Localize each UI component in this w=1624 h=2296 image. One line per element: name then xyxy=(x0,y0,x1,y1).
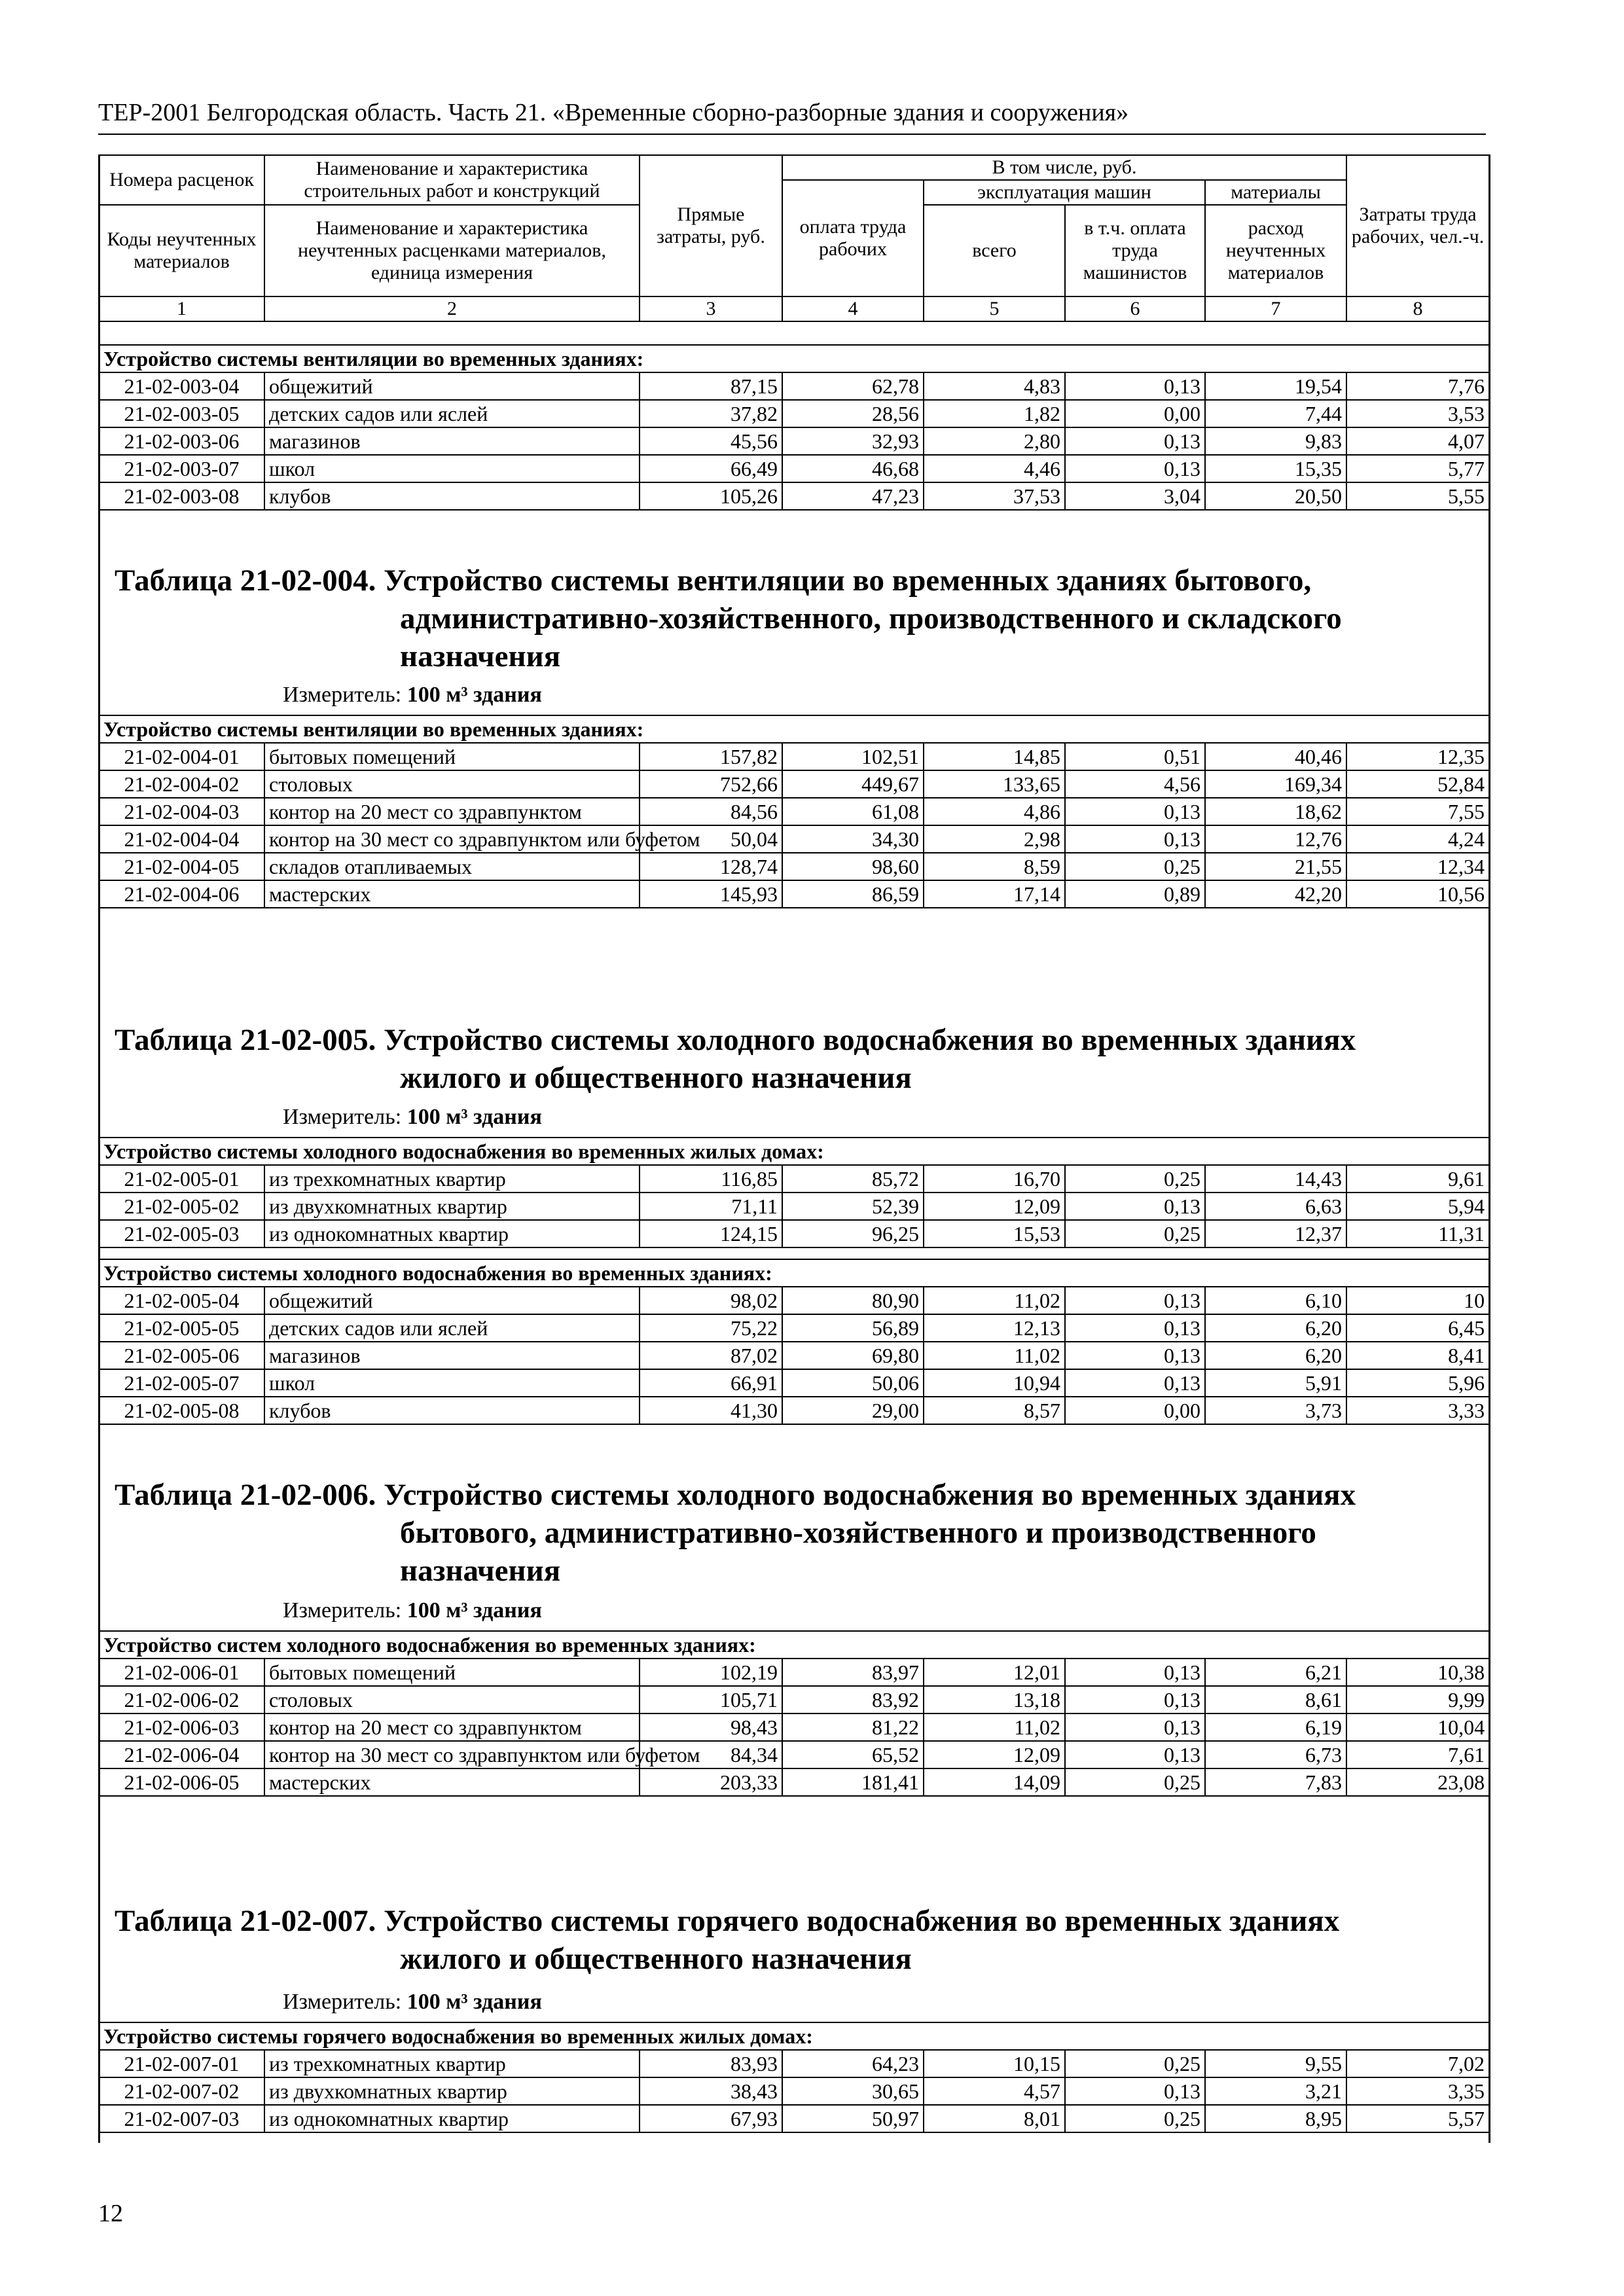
labor-pay: 52,39 xyxy=(782,1193,924,1220)
direct-costs: 84,56 xyxy=(640,798,782,825)
machinist-pay: 0,13 xyxy=(1065,1713,1205,1741)
section-row xyxy=(99,2022,1489,2050)
labor-hours: 5,77 xyxy=(1346,455,1489,482)
labor-pay: 69,80 xyxy=(782,1342,924,1369)
machinist-pay: 0,25 xyxy=(1065,1165,1205,1193)
rate-code: 21-02-004-02 xyxy=(99,770,264,798)
machines-total: 10,94 xyxy=(924,1369,1065,1397)
direct-costs: 37,82 xyxy=(640,400,782,427)
measure-005: Измеритель: 100 м³ здания xyxy=(283,1105,542,1129)
work-name: контор на 20 мест со здравпунктом xyxy=(264,798,640,825)
table-row xyxy=(99,1686,1489,1713)
labor-hours: 5,57 xyxy=(1346,2105,1489,2132)
rows-t005-2 xyxy=(99,1259,1489,1424)
direct-costs: 105,26 xyxy=(640,482,782,510)
index-cell: 2 xyxy=(264,296,640,321)
materials: 19,54 xyxy=(1205,372,1346,400)
work-name: столовых xyxy=(264,770,640,798)
rate-code: 21-02-004-01 xyxy=(99,743,264,770)
labor-pay: 81,22 xyxy=(782,1713,924,1741)
labor-hours: 9,61 xyxy=(1346,1165,1489,1193)
direct-costs: 45,56 xyxy=(640,427,782,455)
labor-hours: 10,04 xyxy=(1346,1713,1489,1741)
materials: 8,95 xyxy=(1205,2105,1346,2132)
labor-hours: 7,76 xyxy=(1346,372,1489,400)
materials: 6,63 xyxy=(1205,1193,1346,1220)
labor-pay: 102,51 xyxy=(782,743,924,770)
labor-pay: 50,06 xyxy=(782,1369,924,1397)
work-name: мастерских xyxy=(264,880,640,908)
materials: 42,20 xyxy=(1205,880,1346,908)
direct-costs: 203,33 xyxy=(640,1768,782,1796)
machinist-pay: 0,13 xyxy=(1065,825,1205,853)
labor-pay: 56,89 xyxy=(782,1314,924,1342)
rate-code: 21-02-007-02 xyxy=(99,2077,264,2105)
table-title-005: Таблица 21-02-005. Устройство системы холодного водоснабжения во временных зданиях жилого и общественного назначения xyxy=(115,1023,1356,1095)
materials: 12,37 xyxy=(1205,1220,1346,1247)
work-name: из трехкомнатных квартир xyxy=(264,2050,640,2077)
machinist-pay: 0,25 xyxy=(1065,1220,1205,1247)
table-row xyxy=(99,1165,1489,1193)
labor-pay: 83,92 xyxy=(782,1686,924,1713)
section-row xyxy=(99,1631,1489,1659)
work-name: столовых xyxy=(264,1686,640,1713)
header-machines-total: всего xyxy=(924,205,1065,296)
rows-t007 xyxy=(99,2022,1489,2132)
direct-costs: 124,15 xyxy=(640,1220,782,1247)
rate-code: 21-02-005-06 xyxy=(99,1342,264,1369)
materials: 7,83 xyxy=(1205,1768,1346,1796)
materials: 6,10 xyxy=(1205,1287,1346,1314)
section-heading: Устройство систем холодного водоснабжения во временных зданиях: xyxy=(99,1631,1489,1659)
work-name: контор на 30 мест со здравпунктом или буфетом xyxy=(264,1741,640,1768)
labor-hours: 4,24 xyxy=(1346,825,1489,853)
table-row xyxy=(99,1220,1489,1247)
work-name: клубов xyxy=(264,1397,640,1424)
machines-total: 17,14 xyxy=(924,880,1065,908)
work-name: контор на 30 мест со здравпунктом или буфетом xyxy=(264,825,640,853)
machines-total: 8,59 xyxy=(924,853,1065,880)
rate-code: 21-02-003-04 xyxy=(99,372,264,400)
index-cell: 5 xyxy=(924,296,1065,321)
table-row xyxy=(99,1397,1489,1424)
table-row xyxy=(99,2105,1489,2132)
materials: 169,34 xyxy=(1205,770,1346,798)
machinist-pay: 0,13 xyxy=(1065,1741,1205,1768)
machinist-pay: 0,89 xyxy=(1065,880,1205,908)
labor-hours: 3,35 xyxy=(1346,2077,1489,2105)
labor-pay: 65,52 xyxy=(782,1741,924,1768)
table-row xyxy=(99,1314,1489,1342)
machinist-pay: 4,56 xyxy=(1065,770,1205,798)
labor-hours: 11,31 xyxy=(1346,1220,1489,1247)
machines-total: 14,09 xyxy=(924,1768,1065,1796)
rate-code: 21-02-005-07 xyxy=(99,1369,264,1397)
machines-total: 16,70 xyxy=(924,1165,1065,1193)
rate-code: 21-02-007-03 xyxy=(99,2105,264,2132)
direct-costs: 98,43 xyxy=(640,1713,782,1741)
rate-code: 21-02-006-03 xyxy=(99,1713,264,1741)
labor-hours: 7,61 xyxy=(1346,1741,1489,1768)
rate-code: 21-02-005-03 xyxy=(99,1220,264,1247)
section-row xyxy=(99,1259,1489,1287)
machines-total: 11,02 xyxy=(924,1713,1065,1741)
measure-007: Измеритель: 100 м³ здания xyxy=(283,1990,542,2014)
labor-pay: 64,23 xyxy=(782,2050,924,2077)
materials: 3,21 xyxy=(1205,2077,1346,2105)
rates-table-004 xyxy=(98,715,1490,908)
rate-code: 21-02-006-01 xyxy=(99,1659,264,1686)
direct-costs: 145,93 xyxy=(640,880,782,908)
labor-hours: 23,08 xyxy=(1346,1768,1489,1796)
rate-code: 21-02-005-01 xyxy=(99,1165,264,1193)
machinist-pay: 0,25 xyxy=(1065,853,1205,880)
rate-code: 21-02-004-04 xyxy=(99,825,264,853)
direct-costs: 75,22 xyxy=(640,1314,782,1342)
labor-hours: 8,41 xyxy=(1346,1342,1489,1369)
work-name: общежитий xyxy=(264,372,640,400)
rate-code: 21-02-004-06 xyxy=(99,880,264,908)
machines-total: 11,02 xyxy=(924,1342,1065,1369)
labor-hours: 12,34 xyxy=(1346,853,1489,880)
machines-total: 2,98 xyxy=(924,825,1065,853)
work-name: общежитий xyxy=(264,1287,640,1314)
machinist-pay: 0,00 xyxy=(1065,1397,1205,1424)
labor-hours: 5,55 xyxy=(1346,482,1489,510)
index-cell: 8 xyxy=(1346,296,1489,321)
machines-total: 14,85 xyxy=(924,743,1065,770)
machines-total: 15,53 xyxy=(924,1220,1065,1247)
labor-pay: 50,97 xyxy=(782,2105,924,2132)
section-row xyxy=(99,1138,1489,1165)
labor-hours: 4,07 xyxy=(1346,427,1489,455)
machinist-pay: 0,13 xyxy=(1065,1193,1205,1220)
rate-code: 21-02-003-06 xyxy=(99,427,264,455)
rate-code: 21-02-005-05 xyxy=(99,1314,264,1342)
machines-total: 4,46 xyxy=(924,455,1065,482)
index-cell: 7 xyxy=(1205,296,1346,321)
labor-pay: 61,08 xyxy=(782,798,924,825)
machinist-pay: 0,13 xyxy=(1065,372,1205,400)
machines-total: 8,01 xyxy=(924,2105,1065,2132)
machinist-pay: 0,13 xyxy=(1065,798,1205,825)
labor-pay: 96,25 xyxy=(782,1220,924,1247)
labor-pay: 46,68 xyxy=(782,455,924,482)
labor-hours: 10,38 xyxy=(1346,1659,1489,1686)
index-cell: 1 xyxy=(99,296,264,321)
direct-costs: 102,19 xyxy=(640,1659,782,1686)
machines-total: 12,09 xyxy=(924,1193,1065,1220)
header-name2: Наименование и характеристика неучтенных расценками материалов, единица измерения xyxy=(264,205,640,296)
labor-pay: 29,00 xyxy=(782,1397,924,1424)
rows-t004 xyxy=(99,715,1489,908)
table-row xyxy=(99,2050,1489,2077)
header-name: Наименование и характеристика строительных работ и конструкций xyxy=(264,155,640,205)
table-row xyxy=(99,825,1489,853)
direct-costs: 71,11 xyxy=(640,1193,782,1220)
rate-code: 21-02-006-04 xyxy=(99,1741,264,1768)
work-name: магазинов xyxy=(264,427,640,455)
section-row xyxy=(99,345,1489,372)
materials: 3,73 xyxy=(1205,1397,1346,1424)
index-cell: 4 xyxy=(782,296,924,321)
header-numbers: Номера расценок xyxy=(99,155,264,205)
machines-total: 12,09 xyxy=(924,1741,1065,1768)
rate-code: 21-02-005-08 xyxy=(99,1397,264,1424)
table-row xyxy=(99,880,1489,908)
machinist-pay: 0,13 xyxy=(1065,2077,1205,2105)
direct-costs: 87,02 xyxy=(640,1342,782,1369)
rates-table-003 xyxy=(98,344,1490,511)
table-title-007: Таблица 21-02-007. Устройство системы горячего водоснабжения во временных зданиях жилого и общественного назначения xyxy=(115,1904,1340,1976)
labor-hours: 12,35 xyxy=(1346,743,1489,770)
rate-code: 21-02-005-04 xyxy=(99,1287,264,1314)
machinist-pay: 0,25 xyxy=(1065,2105,1205,2132)
machinist-pay: 0,25 xyxy=(1065,1768,1205,1796)
machinist-pay: 0,13 xyxy=(1065,1314,1205,1342)
direct-costs: 38,43 xyxy=(640,2077,782,2105)
machinist-pay: 0,13 xyxy=(1065,427,1205,455)
machines-total: 4,83 xyxy=(924,372,1065,400)
materials: 6,20 xyxy=(1205,1314,1346,1342)
table-row xyxy=(99,1713,1489,1741)
direct-costs: 66,91 xyxy=(640,1369,782,1397)
table-row xyxy=(99,770,1489,798)
header-unaccounted-materials: расход неучтенных материалов xyxy=(1205,205,1346,296)
materials: 12,76 xyxy=(1205,825,1346,853)
machinist-pay: 0,13 xyxy=(1065,1287,1205,1314)
labor-pay: 47,23 xyxy=(782,482,924,510)
machines-total: 11,02 xyxy=(924,1287,1065,1314)
section-heading: Устройство системы холодного водоснабжения во временных жилых домах: xyxy=(99,1138,1489,1165)
section-heading: Устройство системы холодного водоснабжения во временных зданиях: xyxy=(99,1259,1489,1287)
table-row xyxy=(99,1659,1489,1686)
labor-pay: 85,72 xyxy=(782,1165,924,1193)
section-heading: Устройство системы вентиляции во временных зданиях: xyxy=(99,715,1489,743)
index-cell: 3 xyxy=(640,296,782,321)
header-labor-costs: Затраты труда рабочих, чел.-ч. xyxy=(1346,155,1489,296)
rate-code: 21-02-005-02 xyxy=(99,1193,264,1220)
machines-total: 10,15 xyxy=(924,2050,1065,2077)
rates-table-005-a xyxy=(98,1137,1490,1248)
table-row xyxy=(99,853,1489,880)
section-row xyxy=(99,715,1489,743)
table-row xyxy=(99,372,1489,400)
rates-table-007 xyxy=(98,2022,1490,2133)
header-materials: материалы xyxy=(1205,180,1346,205)
labor-pay: 181,41 xyxy=(782,1768,924,1796)
labor-hours: 10,56 xyxy=(1346,880,1489,908)
labor-pay: 80,90 xyxy=(782,1287,924,1314)
rate-code: 21-02-006-05 xyxy=(99,1768,264,1796)
machinist-pay: 3,04 xyxy=(1065,482,1205,510)
table-title-004: Таблица 21-02-004. Устройство системы вентиляции во временных зданиях бытового, административно-хозяйственного, производственного и складского назначения xyxy=(115,564,1342,673)
materials: 14,43 xyxy=(1205,1165,1346,1193)
rates-table-005-b xyxy=(98,1259,1490,1425)
section-heading: Устройство системы горячего водоснабжения во временных жилых домах: xyxy=(99,2022,1489,2050)
table-row xyxy=(99,1768,1489,1796)
machinist-pay: 0,51 xyxy=(1065,743,1205,770)
work-name: из трехкомнатных квартир xyxy=(264,1165,640,1193)
labor-hours: 6,45 xyxy=(1346,1314,1489,1342)
table-row xyxy=(99,2077,1489,2105)
header-machines: эксплуатация машин xyxy=(924,180,1205,205)
work-name: клубов xyxy=(264,482,640,510)
machines-total: 1,82 xyxy=(924,400,1065,427)
direct-costs: 157,82 xyxy=(640,743,782,770)
direct-costs: 41,30 xyxy=(640,1397,782,1424)
materials: 6,20 xyxy=(1205,1342,1346,1369)
rate-code: 21-02-006-02 xyxy=(99,1686,264,1713)
labor-hours: 52,84 xyxy=(1346,770,1489,798)
work-name: детских садов или яслей xyxy=(264,400,640,427)
header-codes: Коды неучтенных материалов xyxy=(99,205,264,296)
machines-total: 4,57 xyxy=(924,2077,1065,2105)
direct-costs: 67,93 xyxy=(640,2105,782,2132)
header-direct-costs: Прямые затраты, руб. xyxy=(640,155,782,296)
direct-costs: 66,49 xyxy=(640,455,782,482)
table-row xyxy=(99,1193,1489,1220)
page-header: ТЕР-2001 Белгородская область. Часть 21. «Временные сборно-разборные здания и сооружения» xyxy=(98,98,1486,135)
table-row xyxy=(99,798,1489,825)
materials: 8,61 xyxy=(1205,1686,1346,1713)
machines-total: 37,53 xyxy=(924,482,1065,510)
table-row xyxy=(99,1741,1489,1768)
machines-total: 13,18 xyxy=(924,1686,1065,1713)
machinist-pay: 0,13 xyxy=(1065,1369,1205,1397)
materials: 7,44 xyxy=(1205,400,1346,427)
index-cell: 6 xyxy=(1065,296,1205,321)
labor-pay: 32,93 xyxy=(782,427,924,455)
table-row xyxy=(99,482,1489,510)
labor-pay: 28,56 xyxy=(782,400,924,427)
work-name: из двухкомнатных квартир xyxy=(264,1193,640,1220)
table-title-006: Таблица 21-02-006. Устройство системы холодного водоснабжения во временных зданиях бытового, административно-хозяйственного и производственного назначения xyxy=(115,1478,1356,1588)
machines-total: 8,57 xyxy=(924,1397,1065,1424)
table-row xyxy=(99,455,1489,482)
rate-code: 21-02-004-05 xyxy=(99,853,264,880)
rates-table-006 xyxy=(98,1630,1490,1797)
direct-costs: 98,02 xyxy=(640,1287,782,1314)
rate-code: 21-02-003-07 xyxy=(99,455,264,482)
machines-total: 2,80 xyxy=(924,427,1065,455)
labor-hours: 7,55 xyxy=(1346,798,1489,825)
labor-hours: 5,94 xyxy=(1346,1193,1489,1220)
machinist-pay: 0,25 xyxy=(1065,2050,1205,2077)
rows-t005-1 xyxy=(99,1138,1489,1247)
labor-pay: 83,97 xyxy=(782,1659,924,1686)
rows-t006 xyxy=(99,1631,1489,1796)
machines-total: 12,01 xyxy=(924,1659,1065,1686)
rate-code: 21-02-003-08 xyxy=(99,482,264,510)
rows-block1 xyxy=(99,345,1489,510)
machinist-pay: 0,00 xyxy=(1065,400,1205,427)
table-row xyxy=(99,743,1489,770)
rate-code: 21-02-007-01 xyxy=(99,2050,264,2077)
direct-costs: 83,93 xyxy=(640,2050,782,2077)
direct-costs: 84,34 xyxy=(640,1741,782,1768)
labor-pay: 86,59 xyxy=(782,880,924,908)
labor-pay: 30,65 xyxy=(782,2077,924,2105)
work-name: школ xyxy=(264,1369,640,1397)
work-name: из однокомнатных квартир xyxy=(264,2105,640,2132)
machines-total: 4,86 xyxy=(924,798,1065,825)
work-name: магазинов xyxy=(264,1342,640,1369)
labor-pay: 449,67 xyxy=(782,770,924,798)
labor-hours: 3,33 xyxy=(1346,1397,1489,1424)
materials: 9,83 xyxy=(1205,427,1346,455)
table-row xyxy=(99,1369,1489,1397)
materials: 9,55 xyxy=(1205,2050,1346,2077)
table-row xyxy=(99,427,1489,455)
work-name: контор на 20 мест со здравпунктом xyxy=(264,1713,640,1741)
table-row xyxy=(99,1287,1489,1314)
measure-006: Измеритель: 100 м³ здания xyxy=(283,1598,542,1623)
direct-costs: 752,66 xyxy=(640,770,782,798)
materials: 40,46 xyxy=(1205,743,1346,770)
work-name: складов отапливаемых xyxy=(264,853,640,880)
rate-code: 21-02-003-05 xyxy=(99,400,264,427)
work-name: бытовых помещений xyxy=(264,743,640,770)
machines-total: 133,65 xyxy=(924,770,1065,798)
work-name: мастерских xyxy=(264,1768,640,1796)
table-row xyxy=(99,400,1489,427)
labor-hours: 5,96 xyxy=(1346,1369,1489,1397)
materials: 18,62 xyxy=(1205,798,1346,825)
labor-hours: 10 xyxy=(1346,1287,1489,1314)
header-including: В том числе, руб. xyxy=(782,155,1346,180)
labor-pay: 62,78 xyxy=(782,372,924,400)
materials: 20,50 xyxy=(1205,482,1346,510)
direct-costs: 105,71 xyxy=(640,1686,782,1713)
work-name: из однокомнатных квартир xyxy=(264,1220,640,1247)
materials: 6,73 xyxy=(1205,1741,1346,1768)
work-name: бытовых помещений xyxy=(264,1659,640,1686)
labor-pay: 98,60 xyxy=(782,853,924,880)
materials: 6,19 xyxy=(1205,1713,1346,1741)
header-labor-pay: оплата труда рабочих xyxy=(782,180,924,296)
rate-code: 21-02-004-03 xyxy=(99,798,264,825)
materials: 21,55 xyxy=(1205,853,1346,880)
direct-costs: 50,04 xyxy=(640,825,782,853)
labor-hours: 3,53 xyxy=(1346,400,1489,427)
labor-hours: 9,99 xyxy=(1346,1686,1489,1713)
labor-hours: 7,02 xyxy=(1346,2050,1489,2077)
work-name: школ xyxy=(264,455,640,482)
machinist-pay: 0,13 xyxy=(1065,1686,1205,1713)
machinist-pay: 0,13 xyxy=(1065,1342,1205,1369)
table-row xyxy=(99,1342,1489,1369)
materials: 15,35 xyxy=(1205,455,1346,482)
header-machinist-pay: в т.ч. оплата труда машинистов xyxy=(1065,205,1205,296)
direct-costs: 128,74 xyxy=(640,853,782,880)
machinist-pay: 0,13 xyxy=(1065,455,1205,482)
machinist-pay: 0,13 xyxy=(1065,1659,1205,1686)
measure-004: Измеритель: 100 м³ здания xyxy=(283,683,542,707)
labor-pay: 34,30 xyxy=(782,825,924,853)
section-heading: Устройство системы вентиляции во временных зданиях: xyxy=(99,345,1489,372)
page-number: 12 xyxy=(98,2200,123,2227)
materials: 6,21 xyxy=(1205,1659,1346,1686)
materials: 5,91 xyxy=(1205,1369,1346,1397)
direct-costs: 87,15 xyxy=(640,372,782,400)
machines-total: 12,13 xyxy=(924,1314,1065,1342)
direct-costs: 116,85 xyxy=(640,1165,782,1193)
column-header-table xyxy=(98,154,1490,322)
work-name: из двухкомнатных квартир xyxy=(264,2077,640,2105)
work-name: детских садов или яслей xyxy=(264,1314,640,1342)
